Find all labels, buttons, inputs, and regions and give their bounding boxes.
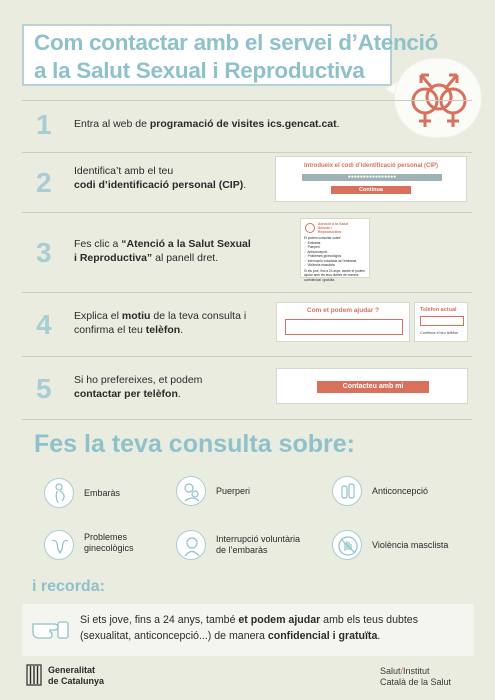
phone-title: Telèfon actual xyxy=(420,307,457,313)
reason-mockup xyxy=(276,302,410,342)
topic-label: Interrupció voluntària de l’embaràs xyxy=(216,534,301,555)
step-text: Fes clic a “Atenció a la Salut Sexual i Reproductiva” al panell dret. xyxy=(74,238,251,264)
panel-item: ✓ Puerperi xyxy=(304,245,320,249)
title-box xyxy=(22,24,439,86)
confirm-phone-link[interactable]: Confirma el teu telèfon xyxy=(420,331,459,335)
step-number: 3 xyxy=(36,237,52,268)
step-number: 2 xyxy=(36,167,52,198)
salut-text: Salut xyxy=(380,666,401,676)
contraception-icon xyxy=(332,476,362,506)
phone-input[interactable] xyxy=(420,316,464,326)
topics-title: Fes la teva consulta sobre: xyxy=(34,430,355,458)
topics-panel-mockup xyxy=(300,218,370,282)
cip-mockup xyxy=(275,156,467,202)
phone-mockup xyxy=(414,302,468,342)
step-number: 4 xyxy=(36,309,52,340)
reason-title: Com et podem ajudar ? xyxy=(306,307,380,314)
step-number: 5 xyxy=(36,373,52,404)
topic-label: Anticoncepció xyxy=(372,486,429,496)
page-title-line1: Com contactar amb el servei d’Atenció xyxy=(34,30,439,55)
institut-text: Institut xyxy=(403,666,430,676)
panel-list: Et podem consultar sobre: ✓ Embaràs ✓ Puerperi ✓ Anticoncepció ✓ Problemes ginecològics ✓ Interrupció voluntària de l'embaràs ✓ Violència masclista Si ets jove, fins a 24 anys, també et podem ajudar amb els teus dubtes de manera confidencial i gratuïta. xyxy=(304,236,368,282)
uterus-icon xyxy=(44,530,74,560)
pointing-hand-icon xyxy=(30,614,72,649)
ics-text: Català de la Salut xyxy=(380,677,452,687)
topic-label: Embaràs xyxy=(84,488,121,498)
panel-item: ✓ Anticoncepció xyxy=(304,249,328,254)
mother-baby-icon xyxy=(176,476,206,506)
panel-item: ✓ Interrupció voluntària de l'embaràs xyxy=(304,258,357,263)
continue-button[interactable]: Continua xyxy=(331,186,411,194)
panel-item: ✓ Violència masclista xyxy=(304,263,335,267)
cip-input[interactable]: ●●●●●●●●●●●●●●●● xyxy=(302,174,442,181)
contact-me-button[interactable]: Contacteu amb mi xyxy=(317,381,429,393)
generalitat-text: Generalitat de Catalunya xyxy=(48,665,105,686)
slash-text: / xyxy=(400,666,404,676)
generalitat-emblem-icon xyxy=(26,664,42,686)
stop-hand-icon xyxy=(332,530,362,560)
panel-title[interactable]: Atenció a la Salut Sexual i Reproductiva xyxy=(318,222,348,235)
step-text: Identifica’t amb el teu codi d’identificació personal (CIP). xyxy=(74,165,247,191)
reason-textarea[interactable] xyxy=(285,319,403,335)
step-text: Si ho prefereixes, et podem contactar per telèfon. xyxy=(74,374,203,400)
panel-item: ✓ Problemes ginecològics xyxy=(304,254,342,258)
panel-logo-icon xyxy=(305,223,315,233)
cip-mockup-title: Introdueix el codi d’identificació personal (CIP) xyxy=(303,163,439,169)
topic-label: Violència masclista xyxy=(372,540,449,550)
panel-item: ✓ Embaràs xyxy=(304,240,321,245)
pregnancy-icon xyxy=(44,478,74,508)
step-text: Explica el motiu de la teva consulta i confirma el teu telèfon. xyxy=(74,310,247,336)
topic-label: Problemes ginecològics xyxy=(84,532,134,553)
step-1 xyxy=(22,100,472,144)
reminder-box xyxy=(22,604,474,656)
step-number: 1 xyxy=(36,109,52,140)
reminder-title: i recorda: xyxy=(32,578,105,595)
woman-icon xyxy=(176,530,206,560)
reminder-text: Si ets jove, fins a 24 anys, també et podem ajudar amb els teus dubtes (sexualitat, anticoncepció...) de manera confidencial i gratuïta. xyxy=(80,614,418,642)
step-text: Entra al web de programació de visites ics.gencat.cat. xyxy=(74,118,340,130)
page-title-line2: a la Salut Sexual i Reproductiva xyxy=(34,58,365,83)
ics-logo xyxy=(380,666,451,688)
step-3 xyxy=(22,212,472,286)
topic-label: Puerperi xyxy=(216,486,251,496)
contact-mockup xyxy=(276,368,468,404)
